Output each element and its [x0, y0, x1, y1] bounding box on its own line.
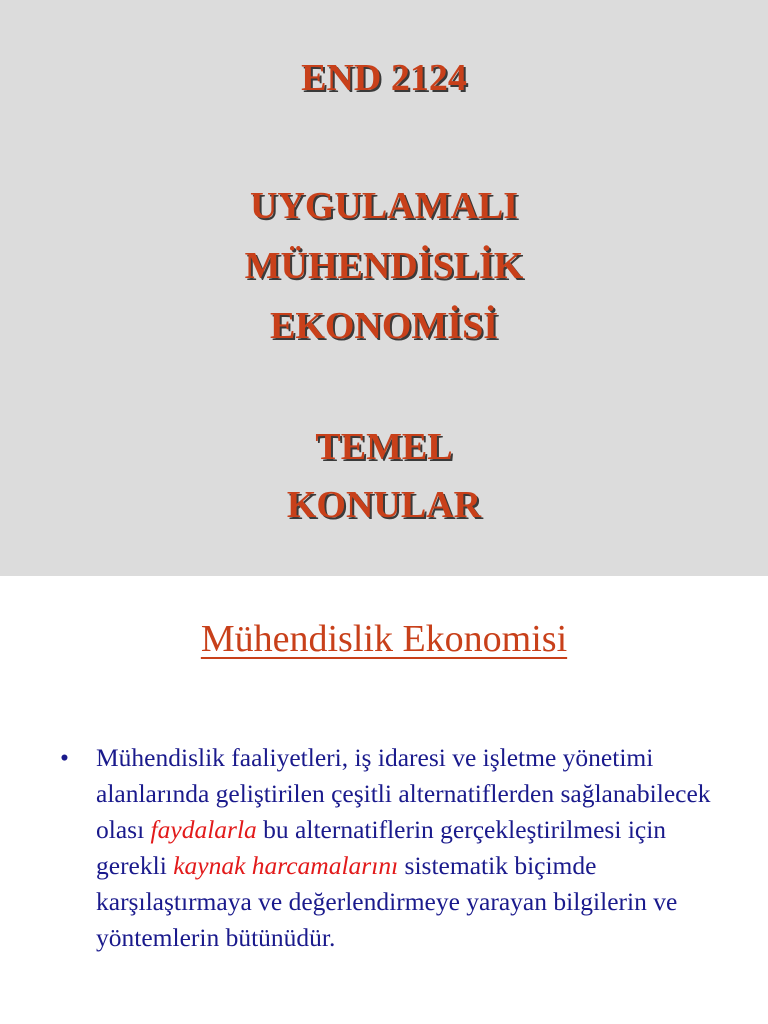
bullet-text-part-2: bu alternatiflerin gerçekleştirilmesi için gerekli	[96, 815, 667, 880]
content-slide	[0, 576, 768, 1024]
course-name-line-3: EKONOMİSİ	[269, 305, 499, 347]
list-item	[60, 740, 740, 956]
bullet-text-part-1: Mühendislik faaliyetleri, iş idaresi ve işletme yönetimi alanlarında geliştirilen çeşitli alternatiflerden sağlanabilecek olası	[96, 743, 711, 844]
bullet-list	[60, 740, 740, 956]
course-name	[0, 176, 768, 356]
bullet-text-part-3: sistematik biçimde karşılaştırmaya ve değerlendirmeye yarayan bilgilerin ve yöntemlerin bütünüdür.	[96, 851, 678, 952]
course-name-line-1: UYGULAMALI	[249, 185, 519, 227]
course-name-line-2: MÜHENDİSLİK	[244, 245, 524, 287]
slide-heading: Mühendislik Ekonomisi	[200, 618, 568, 660]
course-code: END 2124	[301, 57, 467, 99]
bullet-icon: •	[60, 743, 69, 772]
topic-line-2: KONULAR	[286, 484, 482, 526]
highlight-resource-spending: kaynak harcamalarını	[173, 851, 399, 880]
highlight-benefits: faydalarla	[150, 815, 257, 844]
topic-title	[0, 418, 768, 534]
topic-line-1: TEMEL	[315, 426, 453, 468]
